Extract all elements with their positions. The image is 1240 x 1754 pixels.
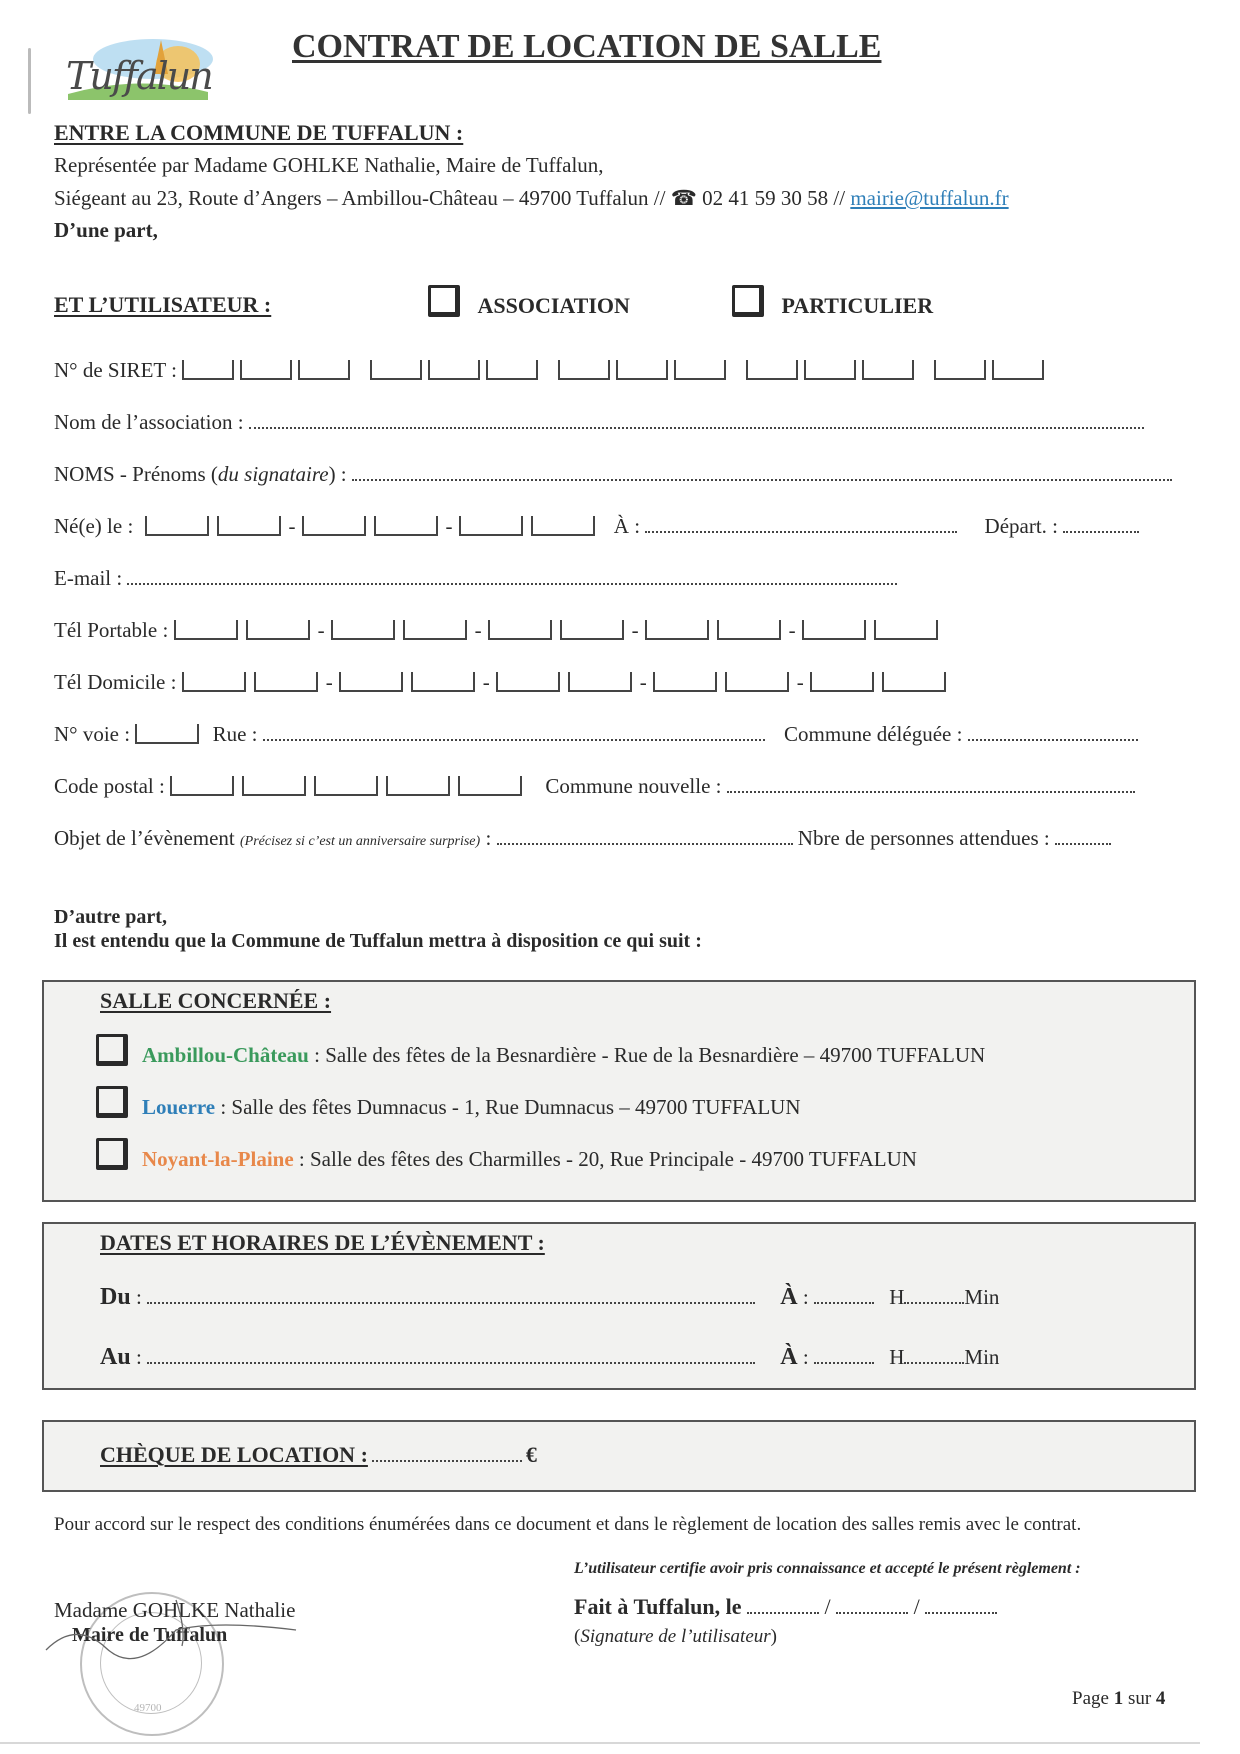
time-from-label: À — [780, 1284, 798, 1310]
venue-heading: SALLE CONCERNÉE : — [100, 988, 332, 1013]
home-digit-input[interactable] — [568, 672, 632, 692]
postcode-digit-input[interactable] — [458, 776, 522, 796]
siret-digit-input[interactable] — [240, 360, 292, 380]
home-phone-input-group — [182, 670, 954, 694]
venue-detail: : Salle des fêtes de la Besnardière - Rue de la Besnardière – 49700 TUFFALUN — [308, 1043, 986, 1067]
siret-digit-input[interactable] — [992, 360, 1044, 380]
date-from-row — [100, 1284, 999, 1311]
siret-digit-input[interactable] — [428, 360, 480, 380]
cheque-amount-field[interactable] — [372, 1459, 522, 1462]
birth-digit-input[interactable] — [217, 516, 281, 536]
siret-digit-input[interactable] — [370, 360, 422, 380]
delegated-commune-field[interactable] — [968, 738, 1138, 741]
signatory-field[interactable] — [352, 478, 1172, 481]
date-to-row — [100, 1344, 999, 1371]
mayor-signature — [36, 1590, 336, 1660]
mobile-digit-input[interactable] — [488, 620, 552, 640]
hour-from-field[interactable] — [814, 1301, 874, 1304]
certify-text: L’utilisateur certifie avoir pris connaissance et accepté le présent règlement : — [574, 1560, 1081, 1577]
siret-digit-input[interactable] — [486, 360, 538, 380]
signatory-italic: du signataire — [217, 462, 329, 486]
date-separator: - — [445, 514, 453, 538]
cheque-row — [100, 1442, 537, 1468]
postcode-label: Code postal : — [54, 774, 165, 798]
venue-panel — [42, 980, 1196, 1202]
new-commune-field[interactable] — [727, 790, 1135, 793]
street-number-label: N° voie : — [54, 722, 131, 746]
caption-paren: ) — [770, 1626, 777, 1647]
mobile-digit-input[interactable] — [331, 620, 395, 640]
birth-digit-input[interactable] — [531, 516, 595, 536]
venue-option[interactable] — [96, 1086, 801, 1120]
email-field[interactable] — [127, 582, 897, 585]
phone-separator: - — [317, 618, 325, 642]
mobile-digit-input[interactable] — [645, 620, 709, 640]
postcode-digit-input[interactable] — [170, 776, 234, 796]
agreement-text: Pour accord sur le respect des conditions énumérées dans ce document et dans le règlement de location des salles remis avec le contrat. — [54, 1514, 1082, 1535]
birth-digit-input[interactable] — [302, 516, 366, 536]
home-digit-input[interactable] — [725, 672, 789, 692]
phone-separator: - — [474, 618, 482, 642]
siret-digit-input[interactable] — [804, 360, 856, 380]
siret-label: N° de SIRET : — [54, 358, 177, 382]
mobile-digit-input[interactable] — [174, 620, 238, 640]
date-to-colon: : — [130, 1345, 142, 1369]
birth-place-field[interactable] — [645, 530, 957, 533]
mobile-digit-input[interactable] — [560, 620, 624, 640]
page-mid: sur — [1123, 1688, 1156, 1709]
event-object-row — [54, 826, 1111, 851]
siret-digit-input[interactable] — [558, 360, 610, 380]
phone-separator: - — [639, 670, 647, 694]
telephone-icon: ☎ — [670, 186, 703, 210]
dates-heading: DATES ET HORAIRES DE L’ÉVÈNEMENT : — [100, 1230, 545, 1255]
tuffalun-logo — [58, 34, 218, 104]
sign-month-field[interactable] — [836, 1611, 908, 1614]
mobile-phone-row — [54, 618, 946, 643]
new-commune-label: Commune nouvelle : — [545, 774, 722, 798]
caption-text: Signature de l’utilisateur — [580, 1626, 771, 1647]
date-separator: - — [288, 514, 296, 538]
venue-commune: Ambillou-Château — [142, 1043, 309, 1067]
mobile-digit-input[interactable] — [802, 620, 866, 640]
dates-panel — [42, 1222, 1196, 1390]
venue-option[interactable] — [96, 1138, 917, 1172]
home-digit-input[interactable] — [411, 672, 475, 692]
commune-representative: Représentée par Madame GOHLKE Nathalie, Maire de Tuffalun, — [54, 153, 604, 177]
event-object-label: Objet de l’évènement — [54, 826, 235, 850]
guests-field[interactable] — [1055, 842, 1111, 845]
signatory-row — [54, 462, 1172, 487]
siret-digit-input[interactable] — [934, 360, 986, 380]
logo-text: Tuffalun — [66, 54, 212, 98]
time-to-colon: : — [797, 1345, 809, 1369]
venue-commune: Louerre — [142, 1095, 216, 1119]
minute-label: Min — [964, 1285, 1000, 1309]
department-field[interactable] — [1063, 530, 1139, 533]
email-label: E-mail : — [54, 566, 123, 590]
caption-paren: ( — [574, 1626, 581, 1647]
page-title: CONTRAT DE LOCATION DE SALLE — [292, 28, 882, 65]
home-digit-input[interactable] — [810, 672, 874, 692]
stamp-code: 49700 — [134, 1702, 162, 1714]
home-phone-row — [54, 670, 954, 695]
signatory-colon: ) : — [328, 462, 347, 486]
other-part-label: D’autre part, — [54, 906, 167, 928]
provision-statement: Il est entendu que la Commune de Tuffalun mettra à disposition ce qui suit : — [54, 930, 702, 952]
event-object-colon: : — [480, 826, 492, 850]
page-total: 4 — [1155, 1688, 1166, 1709]
date-slash: / — [913, 1594, 920, 1619]
siret-input-group — [182, 358, 1050, 382]
minute-from-field[interactable] — [904, 1301, 964, 1304]
page-prefix: Page — [1072, 1688, 1114, 1709]
minute-to-field[interactable] — [904, 1361, 964, 1364]
phone-separator: - — [325, 670, 333, 694]
association-checkbox[interactable] — [428, 285, 460, 317]
siret-digit-input[interactable] — [862, 360, 914, 380]
venue-option[interactable] — [96, 1034, 985, 1068]
hour-label: H — [889, 1345, 905, 1369]
signatory-label: NOMS - Prénoms ( — [54, 462, 218, 486]
birth-place-label: À : — [613, 514, 641, 538]
minute-label: Min — [964, 1345, 1000, 1369]
date-slash: / — [824, 1594, 831, 1619]
time-from-colon: : — [797, 1285, 809, 1309]
commune-address — [54, 186, 1009, 211]
email-row — [54, 566, 897, 591]
birth-date-label: Né(e) le : — [54, 514, 134, 538]
venue-detail: : Salle des fêtes des Charmilles - 20, Rue Principale - 49700 TUFFALUN — [293, 1147, 917, 1171]
mobile-phone-label: Tél Portable : — [54, 618, 169, 642]
event-object-field[interactable] — [497, 842, 793, 845]
cheque-panel — [42, 1420, 1196, 1492]
phone-separator: - — [796, 670, 804, 694]
sign-day-field[interactable] — [747, 1611, 819, 1614]
sign-year-field[interactable] — [925, 1611, 997, 1614]
venue-detail: : Salle des fêtes Dumnacus - 1, Rue Dumnacus – 49700 TUFFALUN — [215, 1095, 801, 1119]
siret-digit-input[interactable] — [298, 360, 350, 380]
scan-margin-mark — [28, 48, 31, 114]
mobile-digit-input[interactable] — [874, 620, 938, 640]
association-name-field[interactable] — [249, 426, 1144, 429]
mobile-digit-input[interactable] — [403, 620, 467, 640]
mobile-digit-input[interactable] — [717, 620, 781, 640]
date-from-field[interactable] — [147, 1301, 755, 1304]
street-number-input[interactable] — [135, 724, 199, 744]
association-label: ASSOCIATION — [477, 293, 630, 318]
venue-checkbox[interactable] — [96, 1138, 128, 1170]
currency-symbol: € — [525, 1442, 537, 1467]
phone-separator: - — [631, 618, 639, 642]
individual-checkbox[interactable] — [732, 285, 764, 317]
home-phone-label: Tél Domicile : — [54, 670, 177, 694]
birth-row — [54, 514, 1139, 539]
address-text: Siégeant au 23, Route d’Angers – Ambillou-Château – 49700 Tuffalun // — [54, 186, 671, 210]
date-to-field[interactable] — [147, 1361, 755, 1364]
home-digit-input[interactable] — [182, 672, 246, 692]
individual-option[interactable] — [732, 285, 933, 319]
page-current: 1 — [1113, 1688, 1124, 1709]
email-link[interactable]: mairie@tuffalun.fr — [850, 186, 1009, 210]
birth-digit-input[interactable] — [145, 516, 209, 536]
address-row — [54, 722, 1138, 747]
home-digit-input[interactable] — [254, 672, 318, 692]
scan-bottom-edge — [0, 1742, 1200, 1744]
venue-commune: Noyant-la-Plaine — [142, 1147, 294, 1171]
guests-label: Nbre de personnes attendues : — [797, 826, 1050, 850]
mayor-name: Madame GOHLKE Nathalie — [54, 1598, 296, 1622]
commune-heading: ENTRE LA COMMUNE DE TUFFALUN : — [54, 120, 464, 145]
siret-digit-input[interactable] — [616, 360, 668, 380]
signature-place-date — [574, 1594, 997, 1620]
delegated-commune-label: Commune déléguée : — [783, 722, 963, 746]
done-at-label: Fait à Tuffalun, le — [574, 1594, 742, 1619]
hour-to-field[interactable] — [814, 1361, 874, 1364]
street-label: Rue : — [212, 722, 258, 746]
home-digit-input[interactable] — [339, 672, 403, 692]
department-label: Départ. : — [984, 514, 1059, 538]
home-digit-input[interactable] — [882, 672, 946, 692]
cheque-label: CHÈQUE DE LOCATION : — [100, 1442, 368, 1467]
venue-checkbox[interactable] — [96, 1034, 128, 1066]
signature-caption — [574, 1626, 777, 1648]
siret-row — [54, 358, 1050, 383]
individual-label: PARTICULIER — [781, 293, 934, 318]
hour-label: H — [889, 1285, 905, 1309]
association-name-row — [54, 410, 1194, 435]
postcode-digit-input[interactable] — [314, 776, 378, 796]
association-name-label: Nom de l’association : — [54, 410, 244, 434]
date-from-label: Du — [100, 1284, 131, 1310]
home-digit-input[interactable] — [653, 672, 717, 692]
siret-digit-input[interactable] — [674, 360, 726, 380]
birth-digit-input[interactable] — [459, 516, 523, 536]
street-field[interactable] — [263, 738, 765, 741]
siret-digit-input[interactable] — [182, 360, 234, 380]
mayor-role: Maire de Tuffalun — [72, 1624, 228, 1646]
postcode-row — [54, 774, 1135, 799]
page-indicator — [1072, 1688, 1165, 1710]
date-from-colon: : — [130, 1285, 142, 1309]
phone-separator: - — [482, 670, 490, 694]
mobile-phone-input-group — [174, 618, 946, 642]
time-to-label: À — [780, 1344, 798, 1370]
event-object-hint: (Précisez si c’est un anniversaire surprise) — [240, 834, 481, 849]
date-to-label: Au — [100, 1344, 131, 1370]
phone-number: 02 41 59 30 58 // — [702, 186, 851, 210]
postcode-digit-input[interactable] — [242, 776, 306, 796]
siret-digit-input[interactable] — [746, 360, 798, 380]
user-heading: ET L’UTILISATEUR : — [54, 292, 272, 317]
mobile-digit-input[interactable] — [246, 620, 310, 640]
one-part-label: D’une part, — [54, 218, 158, 242]
home-digit-input[interactable] — [496, 672, 560, 692]
postcode-digit-input[interactable] — [386, 776, 450, 796]
association-option[interactable] — [428, 285, 630, 319]
birth-digit-input[interactable] — [374, 516, 438, 536]
phone-separator: - — [788, 618, 796, 642]
venue-checkbox[interactable] — [96, 1086, 128, 1118]
